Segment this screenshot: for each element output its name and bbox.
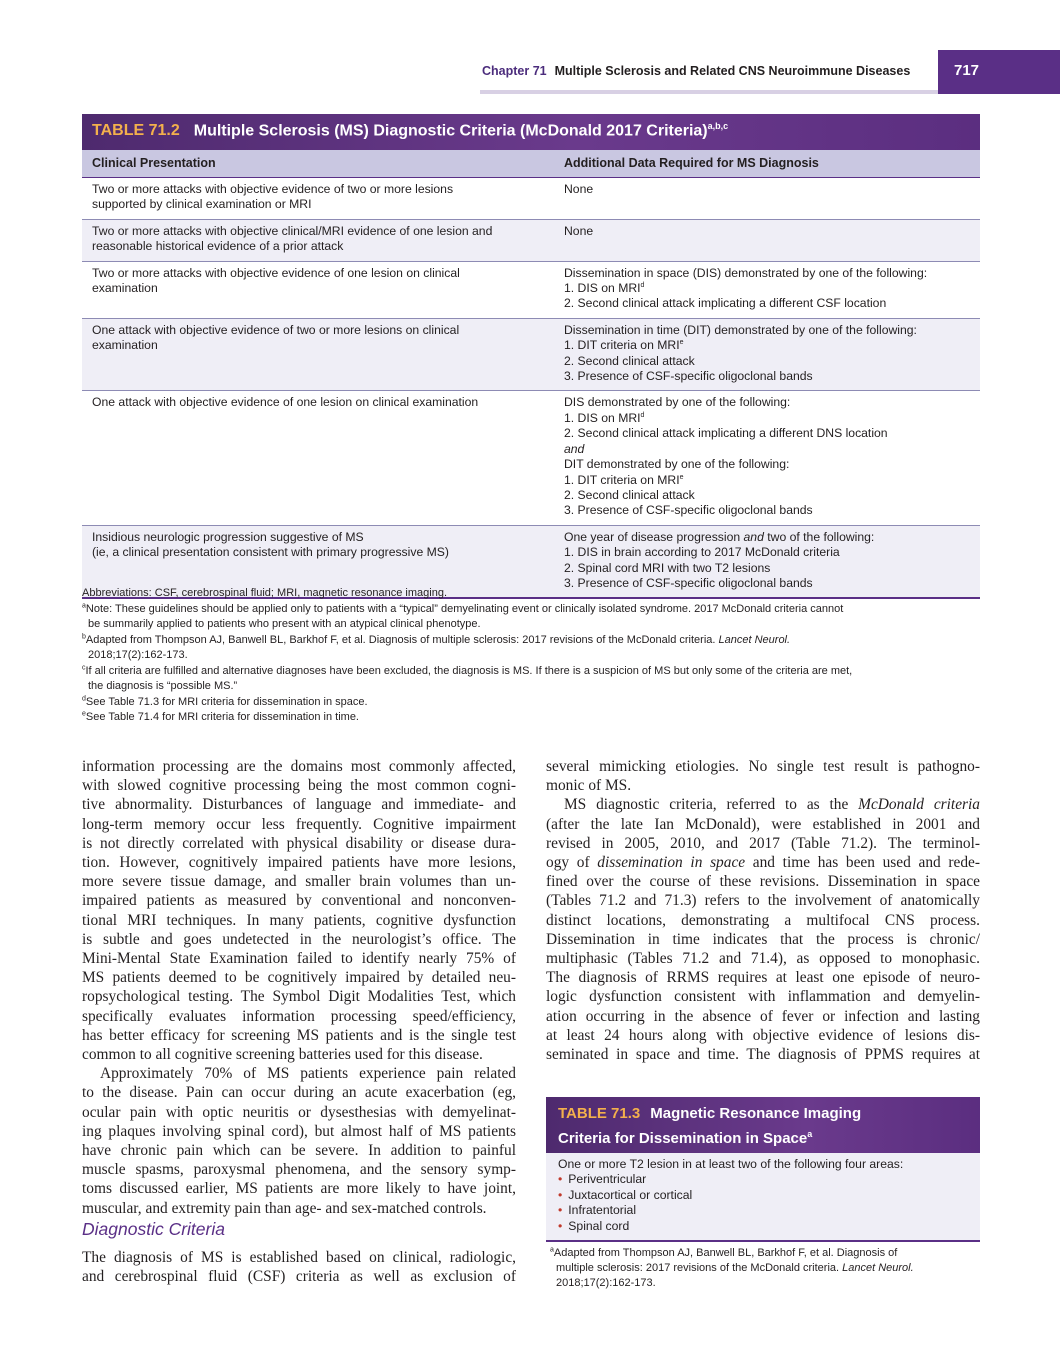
text-line: fined over the course of these revisions. Dissemination in space [546, 873, 980, 891]
footnote-d: $^d$See Table 71.3 for MRI criteria for dissemination in space. [82, 694, 368, 708]
table-3-title-line2: Criteria for Dissemination in Space [558, 1130, 808, 1147]
cell-line: None [564, 223, 594, 238]
table-3-title-line1: Magnetic Resonance Imaging [650, 1105, 862, 1122]
table-3-body [546, 1153, 980, 1242]
text-line: common to all cognitive screening batteries used for this disease. [82, 1046, 483, 1064]
cell-line: Dissemination in space (DIS) demonstrated by one of the following: [564, 265, 928, 280]
text-line: (after the late Ian McDonald), were established in 2001 and [546, 815, 980, 833]
table-row [82, 391, 980, 525]
list-item: • Juxtacortical or cortical [558, 1188, 970, 1203]
chapter-heading [482, 64, 910, 78]
footnote-a-cont: be summarily applied to patients who present with an atypical clinical phenotype. [88, 618, 481, 630]
text-line: is subtle and goes undetected in the neurologist’s office. The [82, 930, 516, 948]
cell-line: 2. Second clinical attack [564, 487, 695, 502]
table-row [82, 220, 980, 262]
cell-line: DIS demonstrated by one of the following: [564, 395, 791, 410]
body-column-left-2 [82, 1248, 516, 1286]
cell-line: 1. DIS on MRI$^d$ [564, 281, 645, 296]
table-3-title-sup: a [807, 1129, 813, 1139]
cell-clinical-presentation [82, 262, 554, 318]
text-line: and cerebrospinal fluid (CSF) criteria as well as exclusion of [82, 1268, 516, 1286]
text-line: MS diagnostic criteria, referred to as the McDonald criteria [564, 796, 980, 814]
text-line: monic of MS. [546, 777, 632, 795]
table-row [82, 319, 980, 392]
cell-clinical-presentation [82, 319, 554, 391]
text-line: several mimicking etiologies. No single test result is pathogno- [546, 758, 980, 775]
list-item: • Infratentorial [558, 1203, 970, 1218]
table-3-footnote: $^a$Adapted from Thompson AJ, Banwell BL, Barkhof F, et al. Diagnosis of multiple sclerosis: 2017 revisions of the McDonald criteria. Lancet Neurol. 2018;17(2):162-173. [550, 1246, 914, 1290]
cell-line: Two or more attacks with objective evidence of two or more lesions [92, 182, 454, 196]
table-title-sup: a,b,c [707, 121, 729, 131]
text-line: The diagnosis of RRMS requires at least one episode of neuro- [546, 969, 980, 987]
cell-line: One attack with objective evidence of two or more lesions on clinical [92, 322, 460, 337]
header-band [480, 90, 940, 94]
list-item: • Spinal cord [558, 1219, 970, 1234]
cell-line: 2. Second clinical attack implicating a different DNS location [564, 426, 888, 441]
table-header-row [82, 150, 980, 178]
text-line: ing plaques involving spinal cord), but almost half of MS patients [82, 1122, 516, 1140]
table-row [82, 178, 980, 220]
cell-line: 2. Spinal cord MRI with two T2 lesions [564, 560, 771, 575]
cell-line: DIT demonstrated by one of the following: [564, 457, 790, 472]
text-line: ation occurring in the absence of fever or infection and lasting [546, 1007, 980, 1025]
list-item: • Periventricular [558, 1172, 970, 1187]
text-line: has better efficacy for screening MS patients and is the single test [82, 1026, 516, 1044]
cell-line: One attack with objective evidence of one lesion on clinical examination [92, 395, 479, 410]
text-line: MS patients deemed to be cognitively impaired by detailed neu- [82, 969, 516, 987]
cell-line: Insidious neurologic progression suggestive of MS [92, 529, 364, 544]
cell-line: and [564, 441, 585, 456]
footnote-b: $^b$Adapted from Thompson AJ, Banwell BL, Barkhof F, et al. Diagnosis of multiple sclerosis: 2017 revisions of the McDonald criteria. Lancet Neurol. [82, 632, 791, 646]
body-column-left [82, 757, 516, 1218]
text-line: distinct locations, demonstrating a multifocal CNS process. [546, 911, 980, 929]
text-line: logic dysfunction consistent with inflammation and demyelin- [546, 988, 980, 1006]
table-71-2 [82, 114, 980, 599]
text-line: ocular pain with optic neuritis or dysesthesias with demyelinat- [82, 1103, 516, 1121]
running-header [0, 50, 1060, 90]
text-line: to the disease. Pain can occur during an acute exacerbation (eg, [82, 1084, 516, 1102]
cell-line: 1. DIS in brain according to 2017 McDonald criteria [564, 545, 840, 560]
table-footnotes [82, 586, 982, 726]
text-line: more severe tissue damage, and smaller brain volumes than un- [82, 873, 516, 891]
body-column-right [546, 757, 980, 1064]
text-line: revised in 2005, 2010, and 2017 (Table 71.2). The terminol- [546, 834, 980, 852]
cell-line: Two or more attacks with objective clinical/MRI evidence of one lesion and [92, 223, 493, 238]
text-line: Mini-Mental State Examination failed to identify nearly 75% of [82, 950, 516, 968]
text-line: muscle spasms, paroxysmal phenomena, and the sensory symp- [82, 1161, 516, 1179]
footnote-c: $^c$If all criteria are fulfilled and alternative diagnoses have been excluded, the diagnosis is MS. If there is a suspicion of MS but only some of the criteria are met, [82, 663, 853, 677]
footnote-c-cont: the diagnosis is “possible MS.” [88, 680, 238, 692]
cell-line: examination [92, 338, 158, 353]
text-line: is not directly correlated with physical disability or disease dura- [82, 834, 516, 852]
table-number: TABLE 71.2 [92, 122, 180, 140]
cell-line: None [564, 182, 594, 196]
col-header-clinical: Clinical Presentation [92, 156, 216, 170]
text-line: information processing are the domains most commonly affected, [82, 758, 516, 775]
table-3-intro: One or more T2 lesion in at least two of the following four areas: [558, 1157, 904, 1171]
footnote-a: $^a$Note: These guidelines should be applied only to patients with a “typical” demyelinating event or clinically isolated syndrome. 2017 McDonald criteria cannot [82, 601, 844, 615]
footnote-b-cont: 2018;17(2):162-173. [88, 649, 188, 661]
cell-additional-data [554, 319, 980, 391]
text-line: (Tables 71.2 and 71.3) refers to the involvement of anatomically [546, 892, 980, 910]
text-line: Approximately 70% of MS patients experience pain related [100, 1065, 516, 1083]
cell-additional-data [554, 391, 980, 524]
text-line: Dissemination in time indicates that the process is chronic/ [546, 930, 980, 948]
table-row [82, 262, 980, 319]
cell-line: supported by clinical examination or MRI [92, 197, 312, 212]
text-line: tional MRI techniques. In many patients, cognitive dysfunction [82, 911, 516, 929]
table-71-3 [546, 1097, 980, 1291]
col-header-additional: Additional Data Required for MS Diagnosis [564, 156, 819, 170]
footnote-abbrev: Abbreviations: CSF, cerebrospinal fluid; MRI, magnetic resonance imaging. [82, 587, 448, 599]
cell-clinical-presentation [82, 220, 554, 261]
table-title-text: Multiple Sclerosis (MS) Diagnostic Criteria (McDonald 2017 Criteria) [193, 122, 708, 140]
page-number: 717 [938, 50, 1060, 94]
table-3-number: TABLE 71.3 [558, 1105, 641, 1122]
cell-line: 1. DIS on MRI$^d$ [564, 410, 645, 425]
cell-line: 1. DIT criteria on MRI$^e$ [564, 472, 684, 487]
chapter-label: Chapter 71 [482, 64, 547, 78]
text-line: ropsychological testing. The Symbol Digit Modalities Test, which [82, 988, 516, 1006]
text-line: ogy of dissemination in space and time has been used and rede- [546, 854, 980, 872]
cell-line: 2. Second clinical attack [564, 353, 695, 368]
text-line: tion. However, cognitively impaired patients have more lesions, [82, 854, 516, 872]
cell-additional-data [554, 178, 980, 219]
cell-line: Dissemination in time (DIT) demonstrated by one of the following: [564, 322, 917, 337]
text-line: at least 24 hours along with objective evidence of lesions dis- [546, 1026, 980, 1044]
cell-additional-data [554, 220, 980, 261]
cell-line: Two or more attacks with objective evidence of one lesion on clinical [92, 265, 460, 280]
text-line: The diagnosis of MS is established based on clinical, radiologic, [82, 1249, 516, 1266]
chapter-title: Multiple Sclerosis and Related CNS Neuroimmune Diseases [554, 64, 911, 78]
cell-line: reasonable historical evidence of a prior attack [92, 239, 344, 254]
table-3-title [546, 1097, 980, 1153]
text-line: have chronic pain which can be severe. In addition to painful [82, 1142, 516, 1160]
table-title [82, 114, 980, 150]
cell-line: 3. Presence of CSF-specific oligoclonal bands [564, 503, 813, 518]
cell-clinical-presentation [82, 178, 554, 219]
text-line: long-term memory occur less frequently. Cognitive impairment [82, 815, 516, 833]
text-line: impaired patients as measured by conventional and nonconven- [82, 892, 516, 910]
cell-line: 1. DIT criteria on MRI$^e$ [564, 338, 684, 353]
cell-line: 2. Second clinical attack implicating a different CSF location [564, 296, 887, 311]
text-line: muscular, and extremity pain than age- and sex-matched controls. [82, 1199, 487, 1217]
text-line: with slowed cognitive processing being the most common cogni- [82, 777, 516, 795]
table-body [82, 178, 980, 597]
cell-line: 3. Presence of CSF-specific oligoclonal bands [564, 575, 813, 590]
text-line: specifically evaluates information processing speed/efficiency, [82, 1007, 516, 1025]
cell-line: examination [92, 281, 158, 296]
cell-line: (ie, a clinical presentation consistent with primary progressive MS) [92, 545, 449, 560]
text-line: seminated in space and time. The diagnosis of PPMS requires at [546, 1046, 980, 1064]
cell-clinical-presentation [82, 391, 554, 524]
text-line: multiphasic (Tables 71.2 and 71.4), as opposed to monophasic. [546, 950, 980, 968]
cell-line: 3. Presence of CSF-specific oligoclonal bands [564, 369, 813, 384]
cell-line: One year of disease progression and two of the following: [564, 529, 875, 544]
text-line: tive abnormality. Disturbances of language and immediate- and [82, 796, 516, 814]
cell-additional-data [554, 262, 980, 318]
footnote-e: $^e$See Table 71.4 for MRI criteria for dissemination in time. [82, 710, 359, 723]
text-line: toms discussed earlier, MS patients are more likely to have joint, [82, 1180, 516, 1198]
section-heading: Diagnostic Criteria [82, 1219, 225, 1239]
